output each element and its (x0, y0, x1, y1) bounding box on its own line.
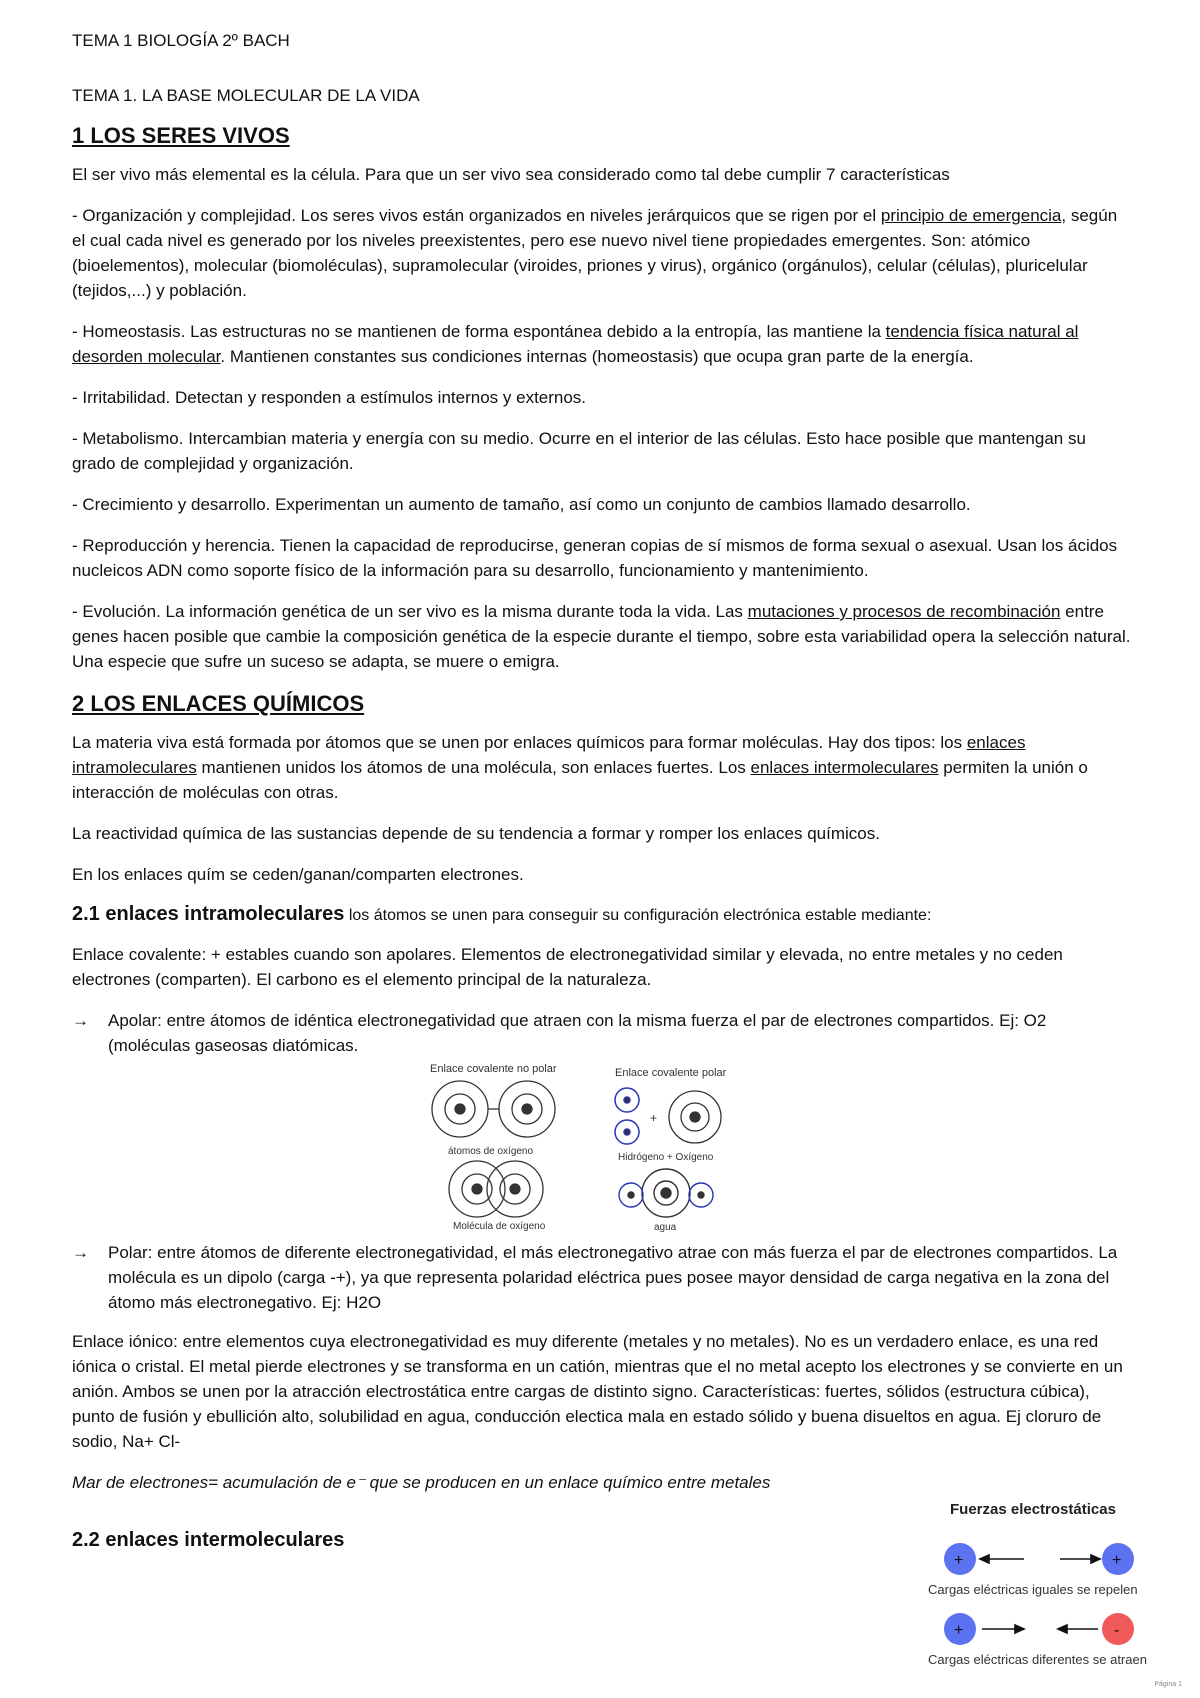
s1-evolucion: - Evolución. La información genética de un ser vivo es la misma durante toda la vida. Las mutaciones y procesos de recombinación entre genes hacen posible que cambie la composición genética de la especie durante el tiempo, sobre esta variabilidad opera la selección natural. Una especie que sufre un suceso se adapta, se muere o emigra. (72, 602, 1131, 671)
s1-reproduccion: - Reproducción y herencia. Tienen la capacidad de reproducirse, generan copias de sí mismos de forma sexual o asexual. Usan los ácidos nucleicos ADN como soporte físico de la información para su desarrollo, funcionamiento y mantenimiento. (72, 536, 1118, 580)
unit-header: TEMA 1. LA BASE MOLECULAR DE LA VIDA (72, 86, 420, 105)
oxygen-atom-icon (432, 1081, 555, 1137)
s2-p2: La reactividad química de las sustancias depende de su tendencia a formar y romper los enlaces químicos. (72, 824, 880, 843)
s1-irritabilidad: - Irritabilidad. Detectan y responden a estímulos internos y externos. (72, 388, 587, 407)
plus-sign: + (650, 1111, 658, 1125)
repel-arrows-icon (980, 1555, 1100, 1563)
section-2-title: 2 LOS ENLACES QUÍMICOS (72, 691, 365, 716)
attract-label: Cargas eléctricas diferentes se atraen (928, 1652, 1147, 1667)
arrow-icon: → (72, 1243, 89, 1262)
section-1-title: 1 LOS SERES VIVOS (72, 123, 290, 148)
polar-title: Enlace covalente polar (615, 1067, 727, 1079)
nonpolar-title: Enlace covalente no polar (430, 1063, 557, 1075)
s2-p1: La materia viva está formada por átomos que se unen por enlaces químicos para formar moléculas. Hay dos tipos: los enlaces intramoleculares mantienen unidos los átomos de una molécula, son enlaces fuertes. Los enlaces intermoleculares permiten la unión o interacción de moléculas con otras. (72, 733, 1088, 802)
repel-label: Cargas eléctricas iguales se repelen (928, 1582, 1138, 1597)
svg-text:-: - (1114, 1622, 1120, 1639)
covalent-paragraph: Enlace covalente: + estables cuando son apolares. Elementos de electronegatividad similar y elevada, no entre metales y no ceden electrones (comparten). El carbono es el elemento principal de la naturaleza. (72, 945, 1063, 989)
polar-item (72, 1240, 1132, 1315)
polar-text: Polar: entre átomos de diferente electronegatividad, el más electronegativo atrae con más fuerza el par de electrones compartidos. La molécula es un dipolo (carga -+), ya que representa polaridad eléctrica pues posee mayor densidad de carga negativa en la zona del átomo más electronegativo. Ej: H2O (108, 1243, 1118, 1312)
s1-metabolismo: - Metabolismo. Intercambian materia y energía con su medio. Ocurre en el interior de las células. Esto hace posible que mantengan su grado de complejidad y organización. (72, 429, 1086, 473)
arrow-icon: → (72, 1011, 89, 1030)
water-molecule-icon (619, 1169, 713, 1217)
forces-title: Fuerzas electrostáticas (950, 1501, 1116, 1518)
apolar-text: Apolar: entre átomos de idéntica electronegatividad que atraen con la misma fuerza el par de electrones compartidos. Ej: O2 (moléculas gaseosas diatómicas. (108, 1011, 1047, 1055)
covalent-bond-diagram (420, 1062, 750, 1232)
page-number: Página 1 (1154, 1681, 1182, 1688)
document-page: TEMA 1 BIOLOGÍA 2º BACH TEMA 1. LA BASE MOLECULAR DE LA VIDA 1 LOS SERES VIVOS El ser vivo más elemental es la célula. Para que un ser vivo sea considerado como tal debe cumplir 7 características - Organización y complejidad. Los seres vivos están organizados en niveles jerárquicos que se rigen por el principio de emergencia, según el cual cada nivel es generado por los niveles preexistentes, pero ese nuevo nivel tiene propiedades emergentes. Son: atómico (bioelementos), molecular (biomoléculas), supramolecular (viroides, priones y virus), orgánico (orgánulos), celular (células), pluricelular (tejidos,...) y población. - Homeostasis. Las estructuras no se mantienen de forma espontánea debido a la entropía, las mantiene la tendencia física natural al desorden molecular. Mantienen constantes sus condiciones internas (homeostasis) que ocupa gran parte de la energía. - Irritabilidad. Detectan y responden a estímulos internos y externos. - Metabolismo. Intercambian materia y energía con su medio. Ocurre en el interior de las células. Esto hace posible que mantengan su grado de complejidad y organización. - Crecimiento y desarrollo. Experimentan un aumento de tamaño, así como un conjunto de cambios llamado desarrollo. - Reproducción y herencia. Tienen la capacidad de reproducirse, generan copias de sí mismos de forma sexual o asexual. Usan los ácidos nucleicos ADN como soporte físico de la información para su desarrollo, funcionamiento y mantenimiento. - Evolución. La información genética de un ser vivo es la misma durante toda la vida. Las mutaciones y procesos de recombinación entre genes hacen posible que cambie la composición genética de la especie durante el tiempo, sobre esta variabilidad opera la selección natural. Una especie que sufre un suceso se adapta, se muere o emigra. 2 LOS ENLACES QUÍMICOS La materia viva está formada por átomos que se unen por enlaces químicos para formar moléculas. Hay dos tipos: los enlaces intramoleculares mantienen unidos los átomos de una molécula, son enlaces fuertes. Los enlaces intermoleculares permiten la unión o interacción de moléculas con otras. La reactividad química de las sustancias depende de su tendencia a formar y romper los enlaces químicos. En los enlaces quím se ceden/ganan/comparten electrones. 2.1 enlaces intramoleculares los átomos se unen para conseguir su configuración electrónica estable mediante: Enlace covalente: + estables cuando son apolares. Elementos de electronegatividad similar y elevada, no entre metales y no ceden electrones (comparten). El carbono es el elemento principal de la naturaleza. → Apolar: entre átomos de idéntica electronegatividad que atraen con la misma fuerza el par de electrones compartidos. Ej: O2 (moléculas gaseosas diatómicas. → Polar: entre átomos de diferente electronegatividad, el más electronegativo atrae con más fuerza el par de electrones compartidos. La molécula es un dipolo (carga -+), ya que representa polaridad eléctrica pues posee mayor densidad de carga negativa en la zona del átomo más electronegativo. Ej: H2O Enlace iónico: entre elementos cuya electronegatividad es muy diferente (metales y no metales). No es un verdadero enlace, es una red iónica o cristal. El metal pierde electrones y se transforma en un catión, mientras que el no metal acepto los electrones y se convierte en un anión. Ambos se unen por la atracción electrostática entre cargas de distinto signo. Características: fuertes, sólidos (estructura cúbica), punto de fusión y ebullición alto, solubilidad en agua, conducción electica mala en estado sólido y buena disueltos en agua. Ej cloruro de sodio, Na+ Cl- Mar de electrones= acumulación de e⁻ que se producen en un enlace químico entre metales 2.2 enlaces intermoleculares (72, 28, 1132, 1552)
s2-p3: En los enlaces quím se ceden/ganan/comparten electrones. (72, 865, 524, 884)
ionic-paragraph: Enlace iónico: entre elementos cuya electronegatividad es muy diferente (metales y no metales). No es un verdadero enlace, es una red iónica o cristal. El metal pierde electrones y se transforma en un catión, mientras que el no metal acepto los electrones y se convierte en un anión. Ambos se unen por la atracción electrostática entre cargas de distinto signo. Características: fuertes, sólidos (estructura cúbica), punto de fusión y ebullición alto, solubilidad en agua, conducción electica mala en estado sólido y buena disueltos en agua. Ej cloruro de sodio, Na+ Cl- (72, 1332, 1123, 1451)
attract-arrows-icon (982, 1625, 1098, 1633)
water-label: agua (654, 1222, 677, 1232)
s1-intro: El ser vivo más elemental es la célula. Para que un ser vivo sea considerado como tal debe cumplir 7 características (72, 165, 950, 184)
s1-organizacion: - Organización y complejidad. Los seres vivos están organizados en niveles jerárquicos que se rigen por el principio de emergencia, según el cual cada nivel es generado por los niveles preexistentes, pero ese nuevo nivel tiene propiedades emergentes. Son: atómico (bioelementos), molecular (biomoléculas), supramolecular (viroides, priones y virus), orgánico (orgánulos), celular (células), pluricelular (tejidos,...) y población. (72, 206, 1118, 300)
oxygen-atom-icon (669, 1091, 721, 1143)
s1-homeostasis: - Homeostasis. Las estructuras no se mantienen de forma espontánea debido a la entropía, las mantiene la tendencia física natural al desorden molecular. Mantienen constantes sus condiciones internas (homeostasis) que ocupa gran parte de la energía. (72, 322, 1079, 366)
s1-crecimiento: - Crecimiento y desarrollo. Experimentan un aumento de tamaño, así como un conjunto de cambios llamado desarrollo. (72, 495, 971, 514)
oxygen-molecule-icon (449, 1161, 543, 1217)
oxygen-molecule-label: Molécula de oxígeno (453, 1221, 546, 1232)
svg-text:+: + (954, 1552, 964, 1569)
h-plus-o-label: Hidrógeno + Oxígeno (618, 1152, 714, 1163)
svg-text:+: + (1112, 1552, 1122, 1569)
course-header: TEMA 1 BIOLOGÍA 2º BACH (72, 31, 290, 50)
subsection-2-1-title: 2.1 enlaces intramoleculares (72, 903, 345, 925)
oxygen-atoms-label: átomos de oxígeno (448, 1146, 534, 1157)
hydrogen-atom-icon (615, 1088, 639, 1144)
electrostatic-forces-diagram (918, 1496, 1190, 1686)
subsection-2-2-title: 2.2 enlaces intermoleculares (72, 1529, 345, 1551)
svg-text:+: + (954, 1622, 964, 1639)
electron-sea-note: Mar de electrones= acumulación de e⁻ que se producen en un enlace químico entre metales (72, 1473, 771, 1492)
